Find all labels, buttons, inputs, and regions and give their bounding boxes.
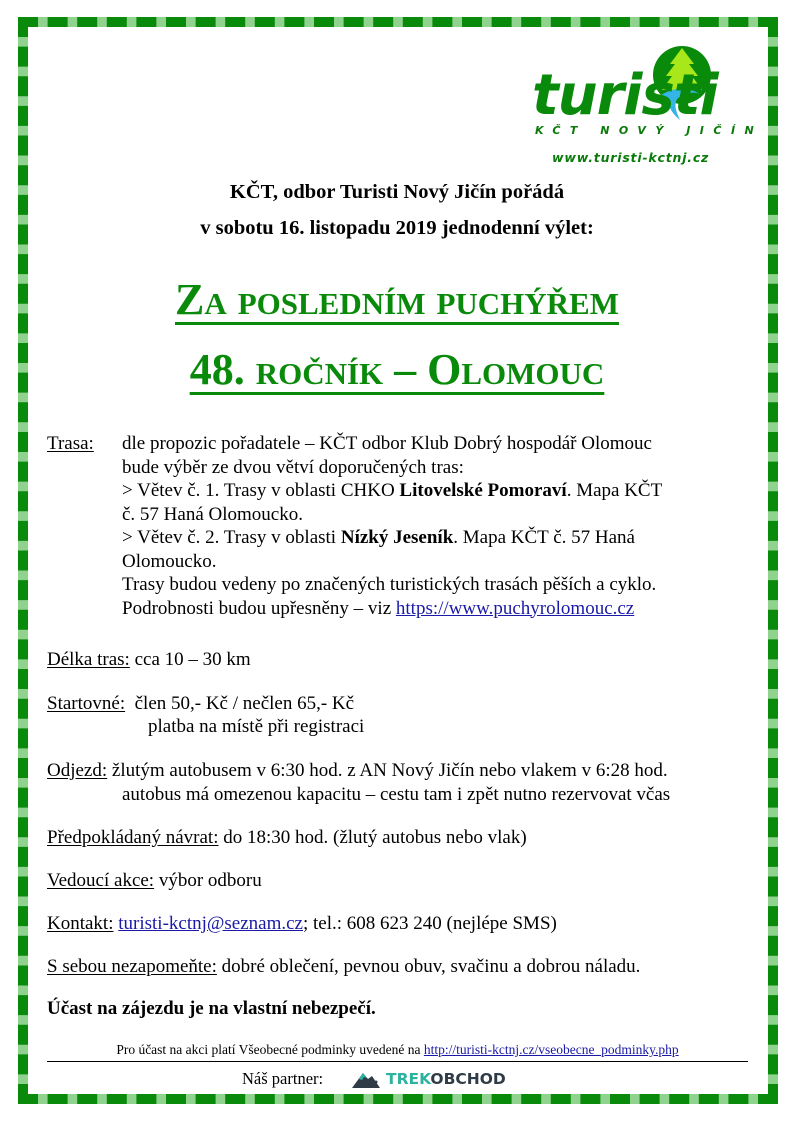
- startovne-row: [47, 692, 354, 716]
- sebou-row: [47, 955, 640, 979]
- intro-line-2: v sobotu 16. listopadu 2019 jednodenní výlet:: [200, 217, 594, 239]
- footer-note-text: Pro účast na akci platí Všeobecné podminky uvedené na: [116, 1042, 424, 1057]
- vedouci-label: Vedoucí akce:: [47, 870, 155, 891]
- trasa-line-7: Trasy budou vedeny po značených turistických trasách pěších a cyklo.: [122, 574, 657, 595]
- trasa-label: [47, 432, 94, 456]
- logo-url: www.turisti-kctnj.cz: [552, 150, 710, 165]
- kontakt-phone: ; tel.: 608 623 240 (nejlépe SMS): [303, 913, 557, 934]
- trasa-line-4: č. 57 Haná Olomoucko.: [122, 503, 303, 525]
- trasa-line-1: dle propozic pořadatele – KČT odbor Klub Dobrý hospodář Olomouc: [122, 433, 652, 454]
- title-text-2: 48. ročník – Olomouc: [189, 345, 605, 394]
- trasa-line-8: [122, 597, 662, 621]
- delka-value: cca 10 – 30 km: [129, 649, 251, 670]
- warning-text: Účast na zájezdu je na vlastní nebezpečí.: [47, 998, 376, 1019]
- delka-label: Délka tras:: [47, 649, 130, 670]
- conditions-link[interactable]: http://turisti-kctnj.cz/vseobecne_podminky.php: [423, 1042, 679, 1057]
- startovne-label: Startovné:: [47, 693, 126, 714]
- startovne-line-1: člen 50,- Kč / nečlen 65,- Kč: [125, 693, 355, 714]
- footer-divider: [47, 1061, 748, 1062]
- sebou-value: dobré oblečení, pevnou obuv, svačinu a dobrou náladu.: [216, 956, 641, 977]
- title-line-1: [0, 275, 794, 325]
- email-link[interactable]: turisti-kctnj@seznam.cz: [118, 913, 303, 934]
- trasa-l3b: Litovelské Pomoraví: [399, 480, 567, 501]
- trasa-l3a: > Větev č. 1. Trasy v oblasti CHKO: [122, 480, 400, 501]
- trasa-block: [122, 432, 662, 620]
- trekobchod-logo[interactable]: [352, 1068, 506, 1090]
- sebou-label: S sebou nezapomeňte:: [47, 956, 217, 977]
- footer-note: [47, 1042, 748, 1058]
- mountain-icon: [352, 1070, 382, 1088]
- intro-line-1: KČT, odbor Turisti Nový Jičín pořádá: [229, 181, 565, 203]
- trasa-l8a: Podrobnosti budou upřesněny – viz: [122, 597, 396, 619]
- trek-text-b: OBCHOD: [430, 1070, 506, 1088]
- title-line-2: [0, 345, 794, 395]
- title-text-1: Za posledním puchýřem: [174, 275, 619, 324]
- logo-wordmark: turisti: [532, 63, 718, 128]
- trasa-line-2: bude výběr ze dvou větví doporučených tras:: [122, 456, 464, 478]
- odjezd-line-1: žlutým autobusem v 6:30 hod. z AN Nový Jičín nebo vlakem v 6:28 hod.: [107, 760, 668, 781]
- logo-subtitle: KČT NOVÝ JIČÍN: [535, 124, 764, 137]
- trasa-l5c: . Mapa KČT č. 57 Haná: [453, 527, 635, 548]
- trasa-label-text: Trasa:: [47, 433, 94, 454]
- startovne-line-2: platba na místě při registraci: [148, 716, 365, 737]
- odjezd-line-2: autobus má omezenou kapacitu – cestu tam i zpět nutno rezervovat včas: [122, 784, 671, 805]
- navrat-label: Předpokládaný návrat:: [47, 827, 219, 848]
- odjezd-label: Odjezd:: [47, 760, 108, 781]
- navrat-row: [47, 826, 527, 850]
- kontakt-row: [47, 912, 557, 936]
- turisti-logo: [530, 42, 764, 167]
- trasa-line-3: [122, 479, 662, 503]
- trasa-l5b: Nízký Jeseník: [340, 527, 454, 548]
- kontakt-label: Kontakt:: [47, 913, 114, 934]
- partner-label: Náš partner:: [242, 1069, 324, 1088]
- trek-text-a: TREK: [386, 1070, 431, 1088]
- puchyr-link[interactable]: https://www.puchyrolomouc.cz: [395, 597, 635, 619]
- trasa-l3c: . Mapa KČT: [566, 480, 663, 501]
- trasa-l5a: > Větev č. 2. Trasy v oblasti: [122, 527, 341, 548]
- delka-row: [47, 648, 251, 672]
- navrat-value: do 18:30 hod. (žlutý autobus nebo vlak): [218, 827, 527, 848]
- vedouci-value: výbor odboru: [154, 870, 262, 891]
- trasa-line-5: [122, 526, 662, 550]
- vedouci-row: [47, 869, 262, 893]
- trasa-line-6: Olomoucko.: [122, 550, 217, 572]
- odjezd-row: [47, 759, 668, 783]
